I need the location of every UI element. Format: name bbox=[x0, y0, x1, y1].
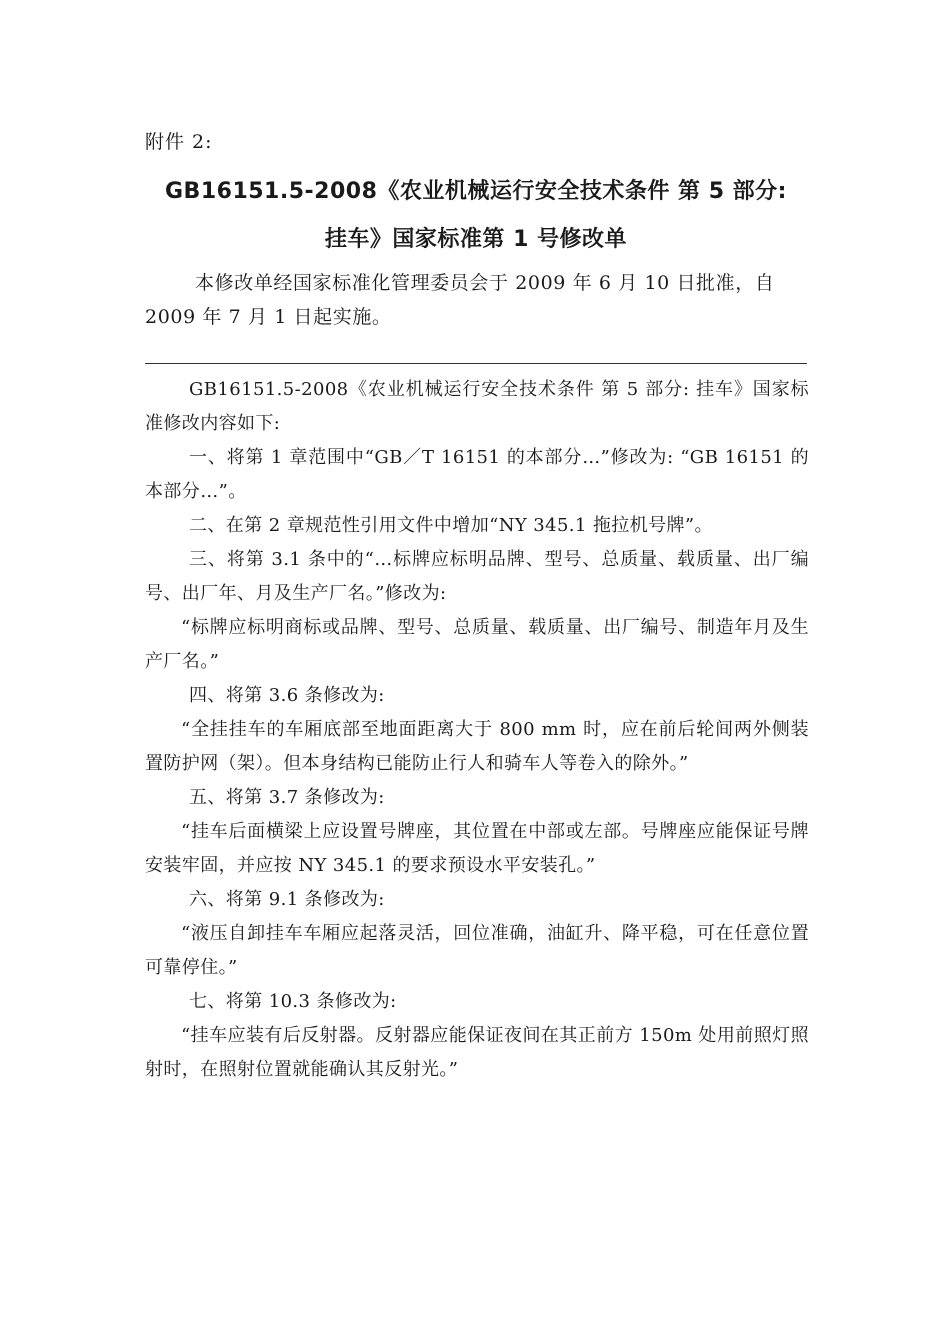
amendment-item-4-text: “全挂挂车的车厢底部至地面距离大于 800 mm 时，应在前后轮间两外侧装置防护网（架）。但本身结构已能防止行人和骑车人等卷入的除外。” bbox=[145, 719, 809, 774]
amendment-item-4: 四、将第 3.6 条修改为: bbox=[189, 685, 385, 706]
intro-paragraph: GB16151.5-2008《农业机械运行安全技术条件 第 5 部分: 挂车》国家标准修改内容如下: bbox=[145, 379, 809, 434]
amendment-item-2: 二、在第 2 章规范性引用文件中增加“NY 345.1 拖拉机号牌”。 bbox=[189, 515, 713, 536]
attachment-label: 附件 2: bbox=[145, 131, 213, 153]
amendment-item-5-text: “挂车后面横梁上应设置号牌座，其位置在中部或左部。号牌座应能保证号牌安装牢固，并应按 NY 345.1 的要求预设水平安装孔。” bbox=[145, 821, 809, 876]
document-title-line-1: GB16151.5-2008《农业机械运行安全技术条件 第 5 部分: bbox=[165, 179, 787, 204]
document-title-line-2: 挂车》国家标准第 1 号修改单 bbox=[324, 227, 628, 252]
amendment-item-7: 七、将第 10.3 条修改为: bbox=[189, 991, 397, 1012]
amendment-item-7-text: “挂车应装有后反射器。反射器应能保证夜间在其正前方 150m 处用前照灯照射时，在照射位置就能确认其反射光。” bbox=[145, 1025, 809, 1080]
separator-rule bbox=[145, 363, 807, 364]
amendment-item-6: 六、将第 9.1 条修改为: bbox=[189, 889, 385, 910]
approval-statement: 本修改单经国家标准化管理委员会于 2009 年 6 月 10 日批准，自 2009 年 7 月 1 日起实施。 bbox=[145, 272, 775, 328]
amendment-item-1: 一、将第 1 章范围中“GB／T 16151 的本部分…”修改为: “GB 16151 的本部分…”。 bbox=[145, 447, 809, 502]
amendment-item-6-text: “液压自卸挂车车厢应起落灵活，回位准确，油缸升、降平稳，可在任意位置可靠停住。” bbox=[145, 923, 809, 978]
amendment-body bbox=[145, 373, 809, 1087]
amendment-item-3: 三、将第 3.1 条中的“…标牌应标明品牌、型号、总质量、载质量、出厂编号、出厂年、月及生产厂名。”修改为: bbox=[145, 549, 809, 604]
amendment-item-3-text: “标牌应标明商标或品牌、型号、总质量、载质量、出厂编号、制造年月及生产厂名。” bbox=[145, 617, 809, 672]
amendment-item-5: 五、将第 3.7 条修改为: bbox=[189, 787, 385, 808]
